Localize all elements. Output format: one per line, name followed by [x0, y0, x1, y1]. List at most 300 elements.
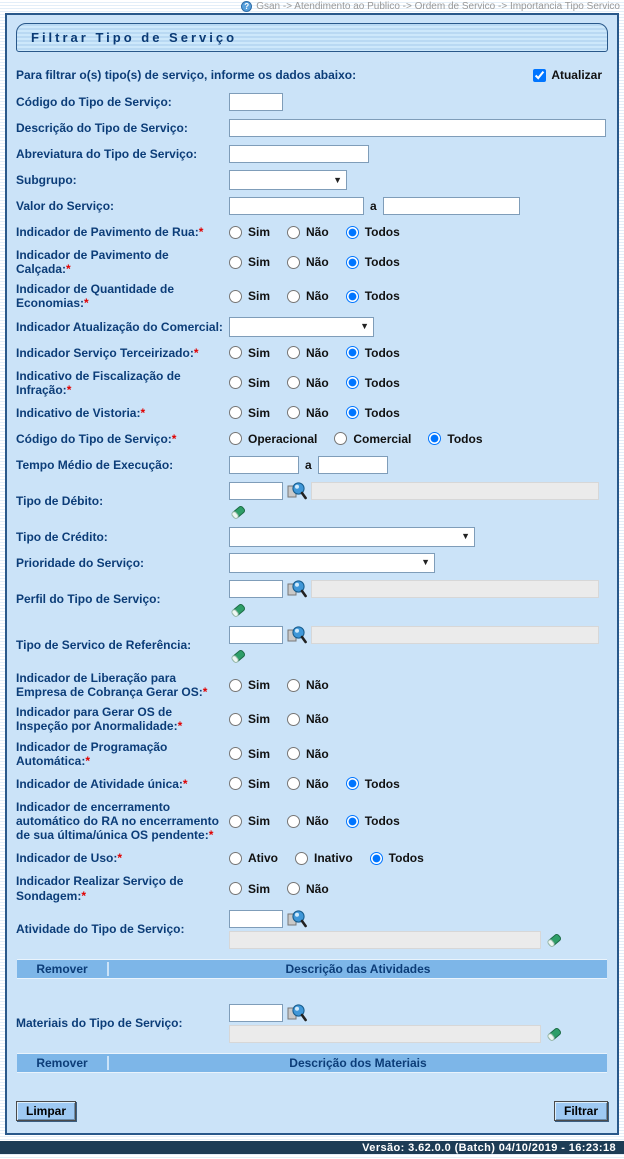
atividade-description-field [229, 931, 541, 949]
vistoria-radio-todos[interactable] [346, 406, 359, 419]
search-icon[interactable] [287, 1003, 307, 1023]
valor-to-input[interactable] [383, 197, 520, 215]
encerramento-ra-option-sim[interactable] [229, 814, 270, 828]
radio-label: Sim [248, 678, 271, 693]
radio-label: Não [306, 375, 329, 390]
perfil-eraser-line [229, 601, 608, 619]
atividade-controls [229, 909, 608, 949]
search-icon[interactable] [287, 579, 307, 599]
required-marker: * [182, 776, 188, 791]
codigo-tipo-option-operacional[interactable] [229, 432, 317, 446]
os-inspecao-radio-group [229, 712, 608, 726]
vistoria-option-todos[interactable] [346, 406, 400, 420]
range-separator: a [305, 457, 312, 472]
field-label-text: Tipo de Servico de Referência: [16, 637, 192, 652]
version-bar [0, 1141, 624, 1154]
field-row-perfil [16, 579, 608, 619]
perfil-code-input[interactable] [229, 580, 283, 598]
encerramento-ra-radio-nao[interactable] [287, 815, 300, 828]
eraser-icon-graphic [545, 931, 563, 949]
field-label [16, 800, 229, 842]
field-row-prioridade [16, 553, 608, 573]
uso-option-ativo[interactable] [229, 851, 278, 865]
liberacao-cobranca-option-sim[interactable] [229, 678, 270, 692]
radio-label: Sim [248, 225, 271, 239]
required-marker: * [202, 685, 208, 700]
eraser-icon-graphic [545, 1025, 563, 1043]
pavimento-calcada-option-sim[interactable] [229, 255, 270, 269]
field-label [16, 121, 229, 135]
search-icon-graphic [287, 579, 307, 599]
materiais-lookup-line [229, 1003, 608, 1023]
servico-terceirizado-radio-todos[interactable] [346, 346, 359, 359]
radio-label: Todos [364, 814, 400, 829]
version-text: Versão: 3.62.0.0 (Batch) 04/10/2019 - 16:23:18 [362, 1141, 616, 1154]
atividade-unica-radio-group [229, 777, 608, 791]
tipo-debito-eraser-line [229, 503, 608, 521]
field-label-text: Indicador Realizar Serviço de Sondagem: [16, 874, 184, 903]
field-control [229, 197, 608, 215]
field-label-text: Descrição do Tipo de Serviço: [16, 120, 188, 135]
fiscalizacao-infracao-option-sim[interactable] [229, 376, 270, 390]
valor-from-input[interactable] [229, 197, 364, 215]
field-label [16, 458, 229, 472]
field-label-text: Indicador de Pavimento de Calçada: [16, 248, 169, 277]
programacao-automatica-option-nao[interactable] [287, 747, 329, 761]
os-inspecao-option-nao[interactable] [287, 712, 329, 726]
field-label [16, 638, 229, 652]
field-row-codigo [16, 92, 608, 112]
eraser-icon[interactable] [545, 1025, 563, 1043]
uso-radio-group [229, 851, 608, 865]
servico-terceirizado-option-nao[interactable] [287, 346, 329, 360]
required-marker: * [177, 719, 183, 734]
field-label-text: Código do Tipo de Serviço: [16, 431, 172, 446]
materiais-code-input[interactable] [229, 1004, 283, 1022]
uso-option-inativo[interactable] [295, 851, 353, 865]
liberacao-cobranca-radio-sim[interactable] [229, 679, 242, 692]
vistoria-radio-sim[interactable] [229, 406, 242, 419]
encerramento-ra-radio-group [229, 814, 608, 828]
eraser-icon-graphic [229, 503, 247, 521]
servico-terceirizado-option-sim[interactable] [229, 346, 270, 360]
radio-label: Não [306, 678, 329, 693]
field-label [16, 199, 229, 213]
required-marker: * [140, 405, 146, 420]
field-row-materiais [16, 1003, 608, 1043]
servico-terceirizado-radio-nao[interactable] [287, 346, 300, 359]
radio-label: Não [306, 712, 329, 727]
field-control [229, 527, 608, 547]
field-label-text: Prioridade do Serviço: [16, 555, 145, 570]
pavimento-rua-radio-group [229, 225, 608, 239]
uso-radio-inativo[interactable] [295, 852, 308, 865]
field-label [16, 282, 229, 310]
subgrupo-select[interactable] [229, 170, 347, 190]
abreviatura-input[interactable] [229, 145, 369, 163]
required-marker: * [198, 224, 204, 239]
codigo-tipo-radio-todos[interactable] [428, 432, 441, 445]
quantidade-economias-option-todos[interactable] [346, 289, 400, 303]
eraser-icon[interactable] [229, 647, 247, 665]
radio-label: Não [306, 746, 329, 761]
column-header-descricao-atividades: Descrição das Atividades [285, 961, 431, 976]
filtrar-button[interactable]: Filtrar [554, 1101, 608, 1121]
field-label [16, 369, 229, 397]
materiais-controls [229, 1003, 608, 1043]
programacao-automatica-option-sim[interactable] [229, 747, 270, 761]
radio-label: Sim [248, 814, 271, 829]
field-label-text: Indicador Serviço Terceirizado: [16, 345, 194, 360]
radio-label: Não [306, 345, 329, 360]
limpar-button[interactable]: Limpar [16, 1101, 76, 1121]
field-row-valor [16, 196, 608, 216]
radio-label: Operacional [248, 431, 318, 446]
uso-radio-ativo[interactable] [229, 852, 242, 865]
field-row-tipo-debito [16, 481, 608, 521]
atividades-table-header [17, 959, 607, 979]
atividade-lookup-line [229, 909, 608, 929]
search-icon-graphic [287, 1003, 307, 1023]
field-row-codigo-tipo [16, 429, 608, 449]
field-row-sondagem [16, 874, 608, 902]
actions-row [16, 1081, 608, 1121]
field-label [16, 922, 229, 936]
field-row-servico-terceirizado [16, 343, 608, 363]
atualizacao-comercial-select[interactable] [229, 317, 374, 337]
field-row-liberacao-cobranca [16, 671, 608, 699]
field-label [16, 556, 229, 570]
field-label [16, 432, 229, 446]
uso-radio-todos[interactable] [370, 852, 383, 865]
atividade-unica-radio-todos[interactable] [346, 777, 359, 790]
field-label-text: Indicador Atualização do Comercial: [16, 319, 223, 334]
field-control [229, 317, 608, 337]
field-label [16, 147, 229, 161]
radio-label: Todos [364, 289, 400, 304]
fiscalizacao-infracao-radio-nao[interactable] [287, 376, 300, 389]
required-marker: * [81, 888, 87, 903]
chevron-down-icon: ▼ [360, 321, 369, 332]
required-marker: * [66, 382, 72, 397]
field-label-text: Indicador de Pavimento de Rua: [16, 224, 199, 239]
field-row-referencia [16, 625, 608, 665]
radio-label: Inativo [314, 851, 353, 866]
field-label [16, 225, 229, 239]
quantidade-economias-radio-group [229, 289, 608, 303]
required-marker: * [85, 753, 91, 768]
field-control [229, 456, 608, 474]
vistoria-radio-group [229, 406, 608, 420]
radio-label: Ativo [248, 851, 278, 866]
field-row-uso [16, 848, 608, 868]
field-row-atualizacao-comercial [16, 317, 608, 337]
quantidade-economias-radio-nao[interactable] [287, 290, 300, 303]
field-row-pavimento-calcada [16, 248, 608, 276]
field-label [16, 671, 229, 699]
materiais-description-line [229, 1025, 608, 1043]
field-label-text: Indicativo de Fiscalização de Infração: [16, 368, 181, 397]
eraser-icon[interactable] [229, 601, 247, 619]
radio-label: Sim [248, 289, 271, 304]
radio-label: Todos [364, 345, 400, 360]
radio-label: Sim [248, 375, 271, 390]
referencia-controls [229, 625, 608, 665]
field-label [16, 248, 229, 276]
field-row-atividade-unica [16, 774, 608, 794]
field-label [16, 494, 229, 508]
radio-label: Sim [248, 776, 271, 791]
prioridade-select[interactable] [229, 553, 435, 573]
field-label [16, 592, 229, 606]
required-marker: * [208, 828, 214, 843]
search-icon[interactable] [287, 625, 307, 645]
column-header-remover: Remover [17, 962, 109, 976]
pavimento-calcada-radio-nao[interactable] [287, 256, 300, 269]
radio-label: Todos [364, 225, 400, 239]
column-header-remover: Remover [17, 1056, 109, 1070]
radio-label: Sim [248, 881, 271, 896]
field-row-abreviatura [16, 144, 608, 164]
referencia-eraser-line [229, 647, 608, 665]
field-row-descricao [16, 118, 608, 138]
page-title: Filtrar Tipo de Serviço [16, 23, 608, 52]
field-label-text: Indicador de Atividade única: [16, 776, 183, 791]
vistoria-radio-nao[interactable] [287, 406, 300, 419]
field-row-fiscalizacao-infracao [16, 369, 608, 397]
field-control [229, 553, 608, 573]
search-icon-graphic [287, 909, 307, 929]
tempo-medio-from-input[interactable] [229, 456, 299, 474]
eraser-icon-graphic [229, 647, 247, 665]
field-row-subgrupo [16, 170, 608, 190]
tipo-debito-controls [229, 481, 608, 521]
perfil-description-field [311, 580, 599, 598]
radio-label: Não [306, 289, 329, 304]
field-row-programacao-automatica [16, 740, 608, 768]
radio-label: Não [306, 881, 329, 896]
pavimento-rua-option-sim[interactable] [229, 225, 270, 239]
chevron-down-icon: ▼ [461, 531, 470, 542]
field-label-text: Tipo de Crédito: [16, 529, 108, 544]
programacao-automatica-radio-sim[interactable] [229, 747, 242, 760]
field-label [16, 777, 229, 791]
radio-label: Todos [388, 851, 424, 866]
pavimento-calcada-radio-sim[interactable] [229, 256, 242, 269]
field-row-os-inspecao [16, 705, 608, 733]
codigo-input[interactable] [229, 93, 283, 111]
referencia-lookup-line [229, 625, 608, 645]
field-label [16, 173, 229, 187]
uso-option-todos[interactable] [370, 851, 424, 865]
field-control [229, 93, 608, 111]
field-control [229, 170, 608, 190]
field-label-text: Indicador de Programação Automática: [16, 739, 168, 768]
field-label [16, 530, 229, 544]
pavimento-rua-option-nao[interactable] [287, 225, 329, 239]
field-row-encerramento-ra [16, 800, 608, 842]
codigo-tipo-radio-group [229, 432, 608, 446]
sondagem-radio-group [229, 882, 608, 896]
radio-label: Todos [364, 405, 400, 420]
fiscalizacao-infracao-option-todos[interactable] [346, 376, 400, 390]
pavimento-rua-radio-todos[interactable] [346, 226, 359, 239]
atividade-unica-radio-nao[interactable] [287, 777, 300, 790]
quantidade-economias-radio-sim[interactable] [229, 290, 242, 303]
field-row-quantidade-economias [16, 282, 608, 310]
tipo-credito-select[interactable] [229, 527, 475, 547]
chevron-down-icon: ▼ [333, 174, 342, 185]
referencia-code-input[interactable] [229, 626, 283, 644]
field-label [16, 320, 229, 334]
os-inspecao-radio-sim[interactable] [229, 713, 242, 726]
quantidade-economias-option-sim[interactable] [229, 289, 270, 303]
field-label-text: Indicador de Uso: [16, 851, 118, 866]
encerramento-ra-option-todos[interactable] [346, 814, 400, 828]
field-row-tempo-medio [16, 455, 608, 475]
field-label-text: Indicador de Quantidade de Economias: [16, 282, 175, 311]
required-marker: * [84, 296, 89, 311]
field-label-text: Indicador para Gerar OS de Inspeção por Anormalidade: [16, 705, 178, 734]
breadcrumb-text: Gsan -> Atendimento ao Publico -> Ordem de Servico -> Importancia Tipo Servico [256, 1, 620, 12]
codigo-tipo-option-todos[interactable] [428, 432, 482, 446]
vistoria-option-nao[interactable] [287, 406, 329, 420]
field-control [229, 119, 608, 137]
materiais-description-field [229, 1025, 541, 1043]
sondagem-option-sim[interactable] [229, 882, 270, 896]
atualizar-checkbox[interactable] [533, 69, 546, 82]
quantidade-economias-option-nao[interactable] [287, 289, 329, 303]
field-label-text: Perfil do Tipo de Serviço: [16, 591, 161, 606]
perfil-lookup-line [229, 579, 608, 599]
eraser-icon[interactable] [545, 931, 563, 949]
filter-form-panel [5, 13, 619, 1135]
atualizar-label: Atualizar [551, 68, 602, 82]
referencia-description-field [311, 626, 599, 644]
pavimento-calcada-option-todos[interactable] [346, 255, 400, 269]
required-marker: * [117, 851, 123, 866]
fiscalizacao-infracao-radio-sim[interactable] [229, 376, 242, 389]
liberacao-cobranca-radio-group [229, 678, 608, 692]
radio-label: Não [306, 776, 329, 791]
eraser-icon[interactable] [229, 503, 247, 521]
programacao-automatica-radio-group [229, 747, 608, 761]
atividade-unica-option-sim[interactable] [229, 777, 270, 791]
search-icon[interactable] [287, 909, 307, 929]
intro-row [16, 68, 608, 82]
pavimento-rua-radio-sim[interactable] [229, 226, 242, 239]
help-icon[interactable]: ? [241, 1, 252, 12]
field-label-text: Valor do Serviço: [16, 198, 115, 213]
field-label-text: Materiais do Tipo de Serviço: [16, 1015, 183, 1030]
field-label-text: Tipo de Débito: [16, 493, 104, 508]
sondagem-radio-nao[interactable] [287, 882, 300, 895]
encerramento-ra-radio-sim[interactable] [229, 815, 242, 828]
fiscalizacao-infracao-option-nao[interactable] [287, 376, 329, 390]
radio-label: Sim [248, 746, 271, 761]
field-control [229, 145, 608, 163]
quantidade-economias-radio-todos[interactable] [346, 290, 359, 303]
os-inspecao-option-sim[interactable] [229, 712, 270, 726]
fiscalizacao-infracao-radio-group [229, 376, 608, 390]
os-inspecao-radio-nao[interactable] [287, 713, 300, 726]
field-row-tipo-credito [16, 527, 608, 547]
sondagem-option-nao[interactable] [287, 882, 329, 896]
field-label [16, 406, 229, 420]
codigo-tipo-radio-operacional[interactable] [229, 432, 242, 445]
encerramento-ra-radio-todos[interactable] [346, 815, 359, 828]
atividade-unica-radio-sim[interactable] [229, 777, 242, 790]
search-icon-graphic [287, 625, 307, 645]
field-row-atividade [16, 909, 608, 949]
field-label [16, 346, 229, 360]
radio-label: Sim [248, 345, 271, 360]
atividade-code-input[interactable] [229, 910, 283, 928]
atualizar-option[interactable] [533, 68, 602, 82]
required-marker: * [193, 345, 199, 360]
field-label [16, 1016, 229, 1030]
bottom-strip [0, 1154, 624, 1159]
fiscalizacao-infracao-radio-todos[interactable] [346, 376, 359, 389]
liberacao-cobranca-radio-nao[interactable] [287, 679, 300, 692]
liberacao-cobranca-option-nao[interactable] [287, 678, 329, 692]
radio-label: Todos [447, 431, 483, 446]
pavimento-rua-radio-nao[interactable] [287, 226, 300, 239]
field-label [16, 740, 229, 768]
search-icon[interactable] [287, 481, 307, 501]
tipo-debito-description-field [311, 482, 599, 500]
servico-terceirizado-radio-sim[interactable] [229, 346, 242, 359]
atividade-unica-option-nao[interactable] [287, 777, 329, 791]
chevron-down-icon: ▼ [421, 557, 430, 568]
column-header-descricao-materiais: Descrição dos Materiais [289, 1055, 427, 1070]
programacao-automatica-radio-nao[interactable] [287, 747, 300, 760]
field-label-text: Abreviatura do Tipo de Serviço: [16, 146, 198, 161]
sondagem-radio-sim[interactable] [229, 882, 242, 895]
field-label-text: Indicativo de Vistoria: [16, 405, 141, 420]
tempo-medio-to-input[interactable] [318, 456, 388, 474]
radio-label: Sim [248, 712, 271, 727]
atividade-unica-option-todos[interactable] [346, 777, 400, 791]
radio-label: Sim [248, 405, 271, 420]
field-label-text: Código do Tipo de Serviço: [16, 94, 172, 109]
field-label-text: Atividade do Tipo de Serviço: [16, 921, 185, 936]
field-label [16, 95, 229, 109]
codigo-tipo-radio-comercial[interactable] [334, 432, 347, 445]
vistoria-option-sim[interactable] [229, 406, 270, 420]
servico-terceirizado-option-todos[interactable] [346, 346, 400, 360]
codigo-tipo-option-comercial[interactable] [334, 432, 411, 446]
field-label [16, 851, 229, 865]
pavimento-rua-option-todos[interactable] [346, 225, 400, 239]
encerramento-ra-option-nao[interactable] [287, 814, 329, 828]
required-marker: * [66, 262, 71, 277]
perfil-controls [229, 579, 608, 619]
tipo-debito-code-input[interactable] [229, 482, 283, 500]
intro-text: Para filtrar o(s) tipo(s) de serviço, informe os dados abaixo: [16, 68, 357, 82]
servico-terceirizado-radio-group [229, 346, 608, 360]
radio-label: Não [306, 814, 329, 829]
required-marker: * [171, 431, 177, 446]
range-separator: a [370, 199, 377, 213]
field-row-vistoria [16, 403, 608, 423]
pavimento-calcada-radio-todos[interactable] [346, 256, 359, 269]
radio-label: Não [306, 405, 329, 420]
radio-label: Sim [248, 255, 271, 270]
field-label-text: Tempo Médio de Execução: [16, 457, 174, 472]
descricao-input[interactable] [229, 119, 606, 137]
pavimento-calcada-option-nao[interactable] [287, 255, 329, 269]
